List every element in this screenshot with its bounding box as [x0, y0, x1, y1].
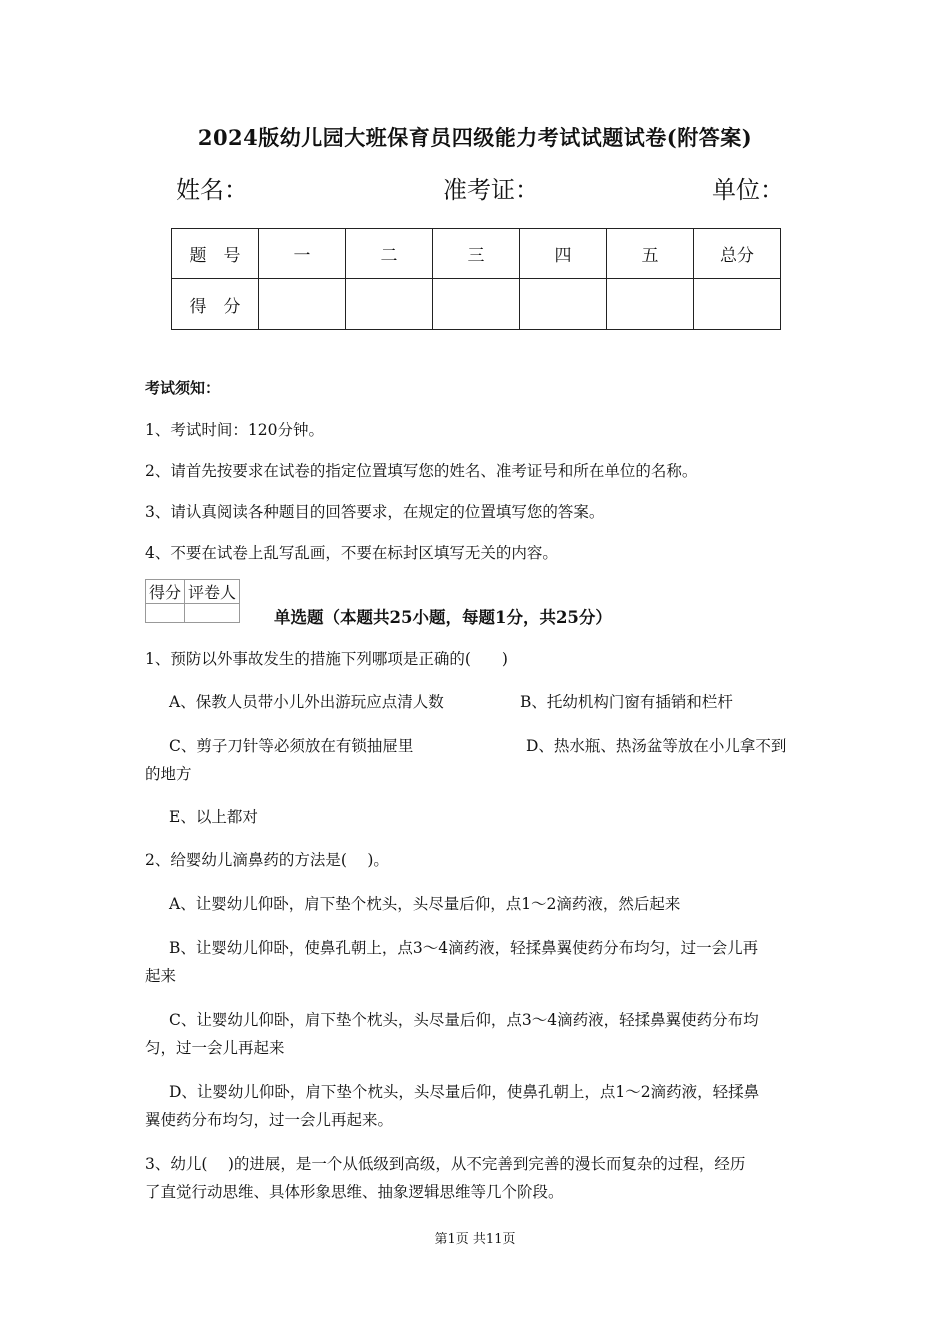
question-stem-continued: 了直觉行动思维、具体形象思维、抽象逻辑思维等几个阶段。 — [145, 1183, 564, 1201]
option-b-continued: 起来 — [145, 967, 177, 985]
section-title: 单选题（本题共25小题，每题1分，共25分） — [274, 608, 612, 627]
score-input-cell[interactable] — [520, 279, 607, 330]
question-stem: 1、预防以外事故发生的措施下列哪项是正确的( ) — [145, 650, 508, 668]
score-input-cell[interactable] — [433, 279, 520, 330]
option-b: B、让婴幼儿仰卧，使鼻孔朝上，点3～4滴药液，轻揉鼻翼使药分布均匀，过一会儿再 — [169, 939, 759, 957]
score-table-cell: 三 — [433, 229, 520, 279]
option-d: D、让婴幼儿仰卧，肩下垫个枕头，头尽量后仰，使鼻孔朝上，点1～2滴药液，轻揉鼻 — [169, 1083, 760, 1101]
notice-item: 4、不要在试卷上乱写乱画，不要在标封区填写无关的内容。 — [145, 544, 558, 562]
option-d-continued: 翼使药分布均匀，过一会儿再起来。 — [145, 1111, 394, 1129]
score-table-cell: 题 号 — [172, 229, 259, 279]
page-footer: 第1页 共11页 — [434, 1232, 516, 1247]
score-table-cell: 四 — [520, 229, 607, 279]
option-d: D、热水瓶、热汤盆等放在小儿拿不到 — [526, 737, 787, 755]
question-stem: 2、给婴幼儿滴鼻药的方法是( )。 — [145, 851, 389, 869]
score-table-cell: 得 分 — [172, 279, 259, 330]
grader-box — [145, 579, 240, 623]
score-table-header-row — [172, 229, 781, 279]
exam-title: 2024版幼儿园大班保育员四级能力考试试题试卷(附答案) — [197, 125, 753, 150]
option-a: A、让婴幼儿仰卧，肩下垫个枕头，头尽量后仰，点1～2滴药液，然后起来 — [169, 895, 681, 913]
notice-item: 3、请认真阅读各种题目的回答要求，在规定的位置填写您的答案。 — [145, 503, 605, 521]
score-table-cell: 总分 — [694, 229, 781, 279]
option-c: C、让婴幼儿仰卧，肩下垫个枕头，头尽量后仰，点3～4滴药液，轻揉鼻翼使药分布均 — [169, 1011, 759, 1029]
option-a: A、保教人员带小儿外出游玩应点清人数 — [169, 693, 444, 711]
score-table — [171, 228, 781, 330]
notice-heading: 考试须知： — [145, 379, 221, 397]
option-b: B、托幼机构门窗有插销和栏杆 — [520, 693, 733, 711]
grader-reviewer-cell[interactable] — [185, 604, 240, 623]
score-table-cell: 五 — [607, 229, 694, 279]
grader-score-label: 得分 — [146, 580, 185, 604]
grader-score-cell[interactable] — [146, 604, 185, 623]
score-input-cell[interactable] — [607, 279, 694, 330]
score-input-cell[interactable] — [259, 279, 346, 330]
name-label: 姓名： — [176, 176, 248, 204]
grader-reviewer-label: 评卷人 — [185, 580, 240, 604]
question-stem: 3、幼儿( )的进展，是一个从低级到高级，从不完善到完善的漫长而复杂的过程，经历 — [145, 1155, 746, 1173]
score-input-cell[interactable] — [694, 279, 781, 330]
option-d-continued: 的地方 — [145, 765, 192, 783]
unit-label: 单位： — [712, 176, 784, 204]
score-table-cell: 一 — [259, 229, 346, 279]
option-e: E、以上都对 — [169, 808, 258, 826]
score-table-cell: 二 — [346, 229, 433, 279]
notice-item: 1、考试时间：120分钟。 — [145, 421, 324, 439]
option-c-continued: 匀，过一会儿再起来 — [145, 1039, 285, 1057]
score-input-cell[interactable] — [346, 279, 433, 330]
notice-item: 2、请首先按要求在试卷的指定位置填写您的姓名、准考证号和所在单位的名称。 — [145, 462, 698, 480]
exam-number-label: 准考证： — [443, 176, 539, 204]
option-c: C、剪子刀针等必须放在有锁抽屉里 — [169, 737, 414, 755]
score-table-score-row — [172, 279, 781, 330]
